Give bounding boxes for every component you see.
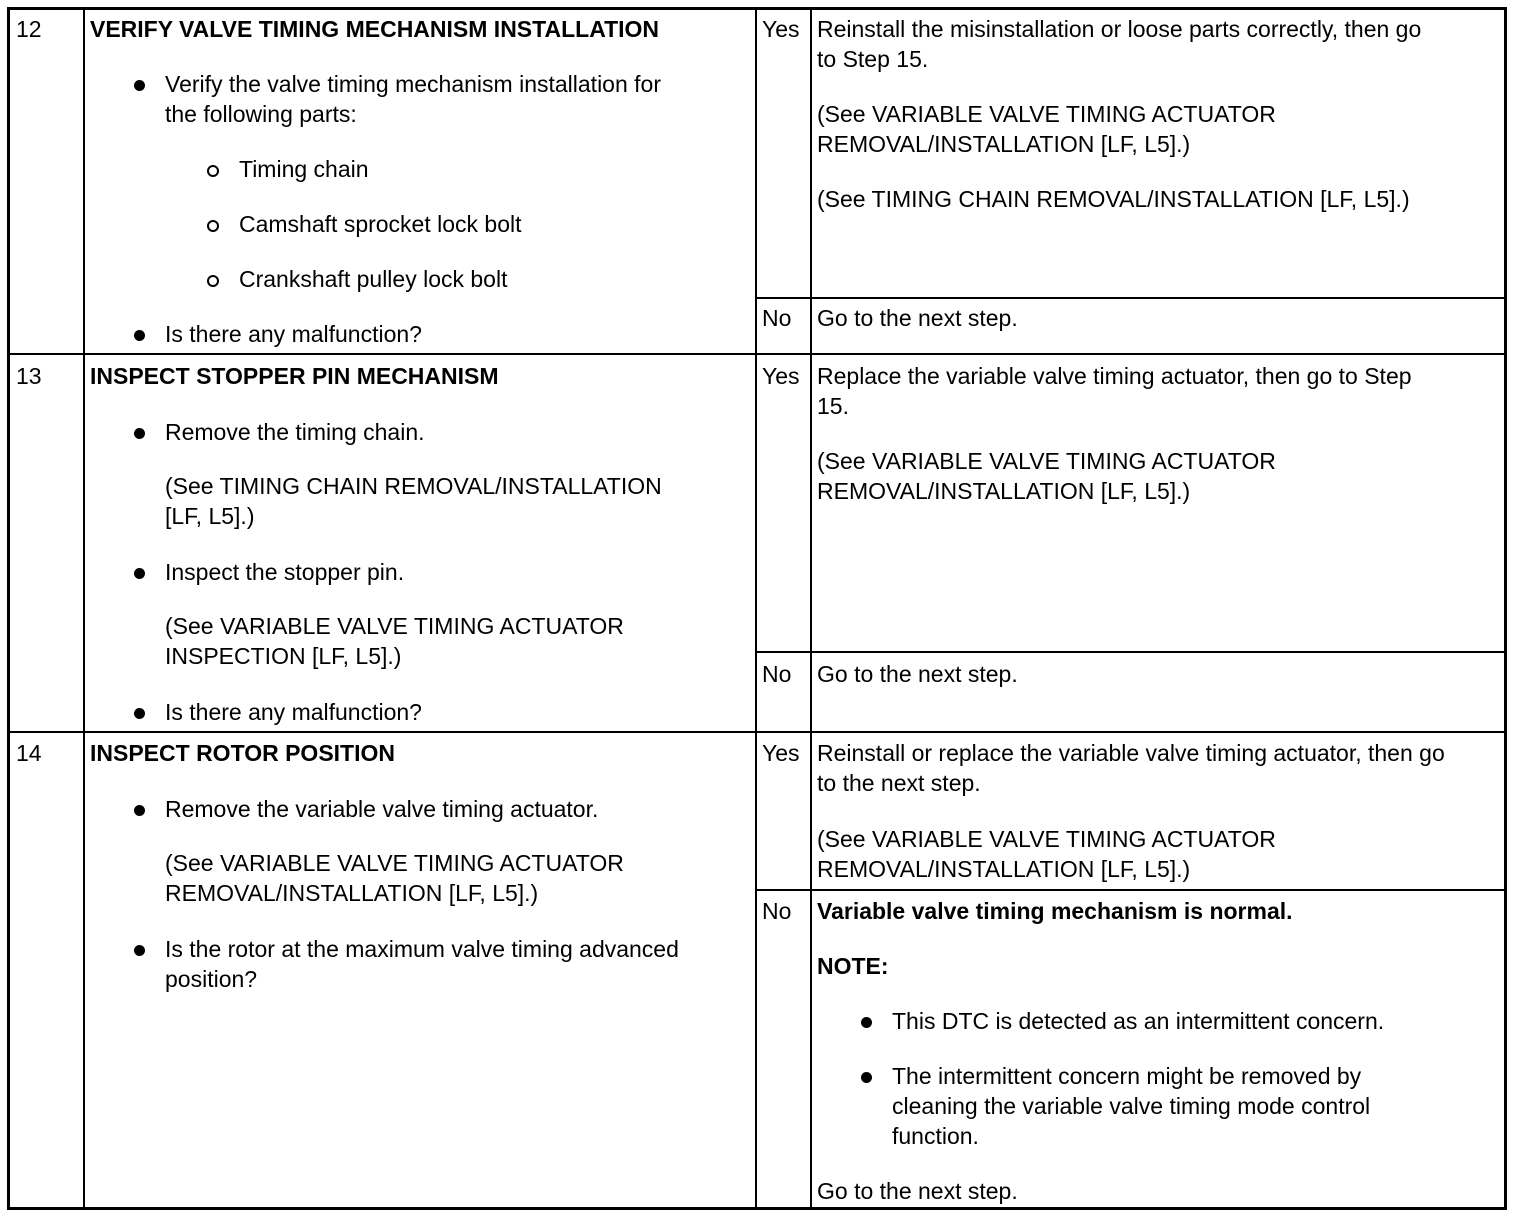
bullet-icon [861,1072,872,1083]
yes-label: Yes [762,740,800,766]
instruction-text: Remove the variable valve timing actuator. [165,796,599,822]
no-label: No [762,898,792,924]
reference-text: (See TIMING CHAIN REMOVAL/INSTALLATION [165,473,662,499]
reference-text: (See VARIABLE VALVE TIMING ACTUATOR [165,613,624,639]
bullet-icon [134,708,145,719]
yes-label: Yes [762,16,800,42]
instruction-text: Inspect the stopper pin. [165,559,405,585]
no-label: No [762,661,792,687]
note-label: NOTE: [817,953,889,979]
instruction-text: Remove the timing chain. [165,419,425,445]
no-action: Go to the next step. [817,661,1018,687]
yes-action: to the next step. [817,770,981,796]
yes-action: Reinstall the misinstallation or loose parts correctly, then go [817,16,1422,42]
column-divider [755,10,757,1207]
sub-bullet-icon [207,220,219,232]
reference-text: (See TIMING CHAIN REMOVAL/INSTALLATION [LF, L5].) [817,186,1410,212]
question-text: Is there any malfunction? [165,321,422,347]
reference-text: (See VARIABLE VALVE TIMING ACTUATOR [817,826,1276,852]
sub-item: Crankshaft pulley lock bolt [239,266,508,292]
result-divider [755,297,1507,299]
yes-action: to Step 15. [817,46,929,72]
step-number: 12 [16,16,42,42]
bullet-icon [861,1017,872,1028]
note-text: This DTC is detected as an intermittent concern. [892,1008,1385,1034]
diagnostic-table [7,7,1507,1210]
reference-text: REMOVAL/INSTALLATION [LF, L5].) [165,880,539,906]
instruction-text: Verify the valve timing mechanism installation for [165,71,661,97]
question-text: Is there any malfunction? [165,699,422,725]
bullet-icon [134,330,145,341]
reference-text: (See VARIABLE VALVE TIMING ACTUATOR [165,850,624,876]
reference-text: (See VARIABLE VALVE TIMING ACTUATOR [817,101,1276,127]
note-text: function. [892,1123,979,1149]
no-label: No [762,305,792,331]
no-action: Go to the next step. [817,1178,1018,1204]
column-divider [810,10,812,1207]
step-number: 13 [16,363,42,389]
no-action: Go to the next step. [817,305,1018,331]
sub-bullet-icon [207,165,219,177]
question-text: position? [165,966,258,992]
step-title: VERIFY VALVE TIMING MECHANISM INSTALLATION [90,16,660,42]
row-divider [10,731,1507,733]
row-divider [10,353,1507,355]
step-title: INSPECT STOPPER PIN MECHANISM [90,363,499,389]
yes-action: 15. [817,393,849,419]
yes-label: Yes [762,363,800,389]
step-number: 14 [16,740,42,766]
no-result-heading: Variable valve timing mechanism is normal. [817,898,1293,924]
sub-item: Camshaft sprocket lock bolt [239,211,522,237]
reference-text: REMOVAL/INSTALLATION [LF, L5].) [817,478,1191,504]
bullet-icon [134,568,145,579]
yes-action: Reinstall or replace the variable valve timing actuator, then go [817,740,1445,766]
note-text: The intermittent concern might be removed by [892,1063,1362,1089]
result-divider [755,889,1507,891]
reference-text: REMOVAL/INSTALLATION [LF, L5].) [817,131,1191,157]
sub-bullet-icon [207,275,219,287]
sub-item: Timing chain [239,156,369,182]
bullet-icon [134,428,145,439]
reference-text: REMOVAL/INSTALLATION [LF, L5].) [817,856,1191,882]
question-text: Is the rotor at the maximum valve timing advanced [165,936,679,962]
reference-text: (See VARIABLE VALVE TIMING ACTUATOR [817,448,1276,474]
reference-text: [LF, L5].) [165,503,255,529]
step-title: INSPECT ROTOR POSITION [90,740,395,766]
yes-action: Replace the variable valve timing actuator, then go to Step [817,363,1412,389]
instruction-text: the following parts: [165,101,357,127]
column-divider [83,10,85,1207]
bullet-icon [134,80,145,91]
bullet-icon [134,805,145,816]
result-divider [755,651,1507,653]
note-text: cleaning the variable valve timing mode control [892,1093,1371,1119]
bullet-icon [134,945,145,956]
reference-text: INSPECTION [LF, L5].) [165,643,402,669]
